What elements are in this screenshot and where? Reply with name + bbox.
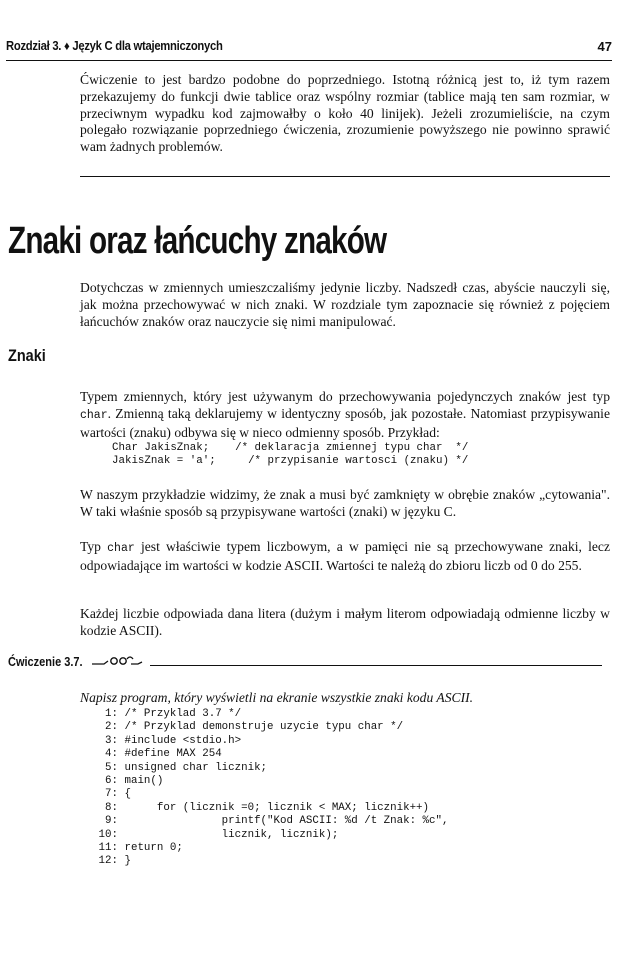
- chapter-title: Rozdział 3. ♦ Język C dla wtajemniczonych: [6, 39, 223, 53]
- line-number: 1:: [105, 708, 118, 720]
- inline-code: char: [107, 542, 135, 555]
- line-number: 7:: [105, 788, 118, 801]
- exercise-label: Ćwiczenie 3.7.: [8, 655, 83, 669]
- text: . Zmienną taką deklarujemy w identyczny sposób, jak pozostałe. Natomiast przypisywanie wartości (znaku) odbywa się w nieco odmienny sposób. Przykład:: [80, 405, 610, 440]
- code-line: [88, 775, 448, 788]
- paragraph-ascii: [80, 539, 610, 575]
- line-number: 2:: [105, 721, 118, 734]
- page-number: 47: [597, 39, 612, 54]
- text: Typ: [80, 539, 108, 554]
- line-text: {: [124, 788, 131, 801]
- line-number: 12:: [98, 855, 118, 868]
- line-text: #define MAX 254: [124, 748, 222, 761]
- code-line: [88, 842, 448, 855]
- paragraph-quote: W naszym przykładzie widzimy, że znak a musi być zamknięty w obrębie znaków „cytowania". W taki właśnie sposób są przypisywane wartości (znaki) w języku C.: [80, 487, 610, 519]
- divider: [80, 176, 610, 177]
- code-line: [88, 788, 448, 801]
- code-listing: [88, 708, 448, 869]
- code-line: [88, 721, 448, 734]
- exercise-rule: [150, 665, 602, 666]
- text: Typem zmiennych, który jest używanym do przechowywania pojedynczych znaków jest typ: [80, 389, 610, 404]
- line-text: main(): [124, 774, 164, 787]
- section-intro: Dotychczas w zmiennych umieszczaliśmy jedynie liczby. Nadszedł czas, abyście nauczyli się, jak można przechowywać w nich znaki. W rozdziale tym zapoznacie się również z pojęciem łańcuchów znaków oraz nauczycie się nimi manipulować.: [80, 280, 610, 329]
- line-text: #include <stdio.h>: [124, 734, 242, 747]
- line-number: 9:: [105, 815, 118, 828]
- subsection-title: Znaki: [8, 346, 46, 365]
- line-number: 6:: [105, 774, 118, 787]
- code-line: [88, 829, 448, 842]
- line-number: 3:: [105, 734, 118, 747]
- line-text: printf("Kod ASCII: %d /t Znak: %c",: [124, 815, 449, 828]
- exercise-task: Napisz program, który wyświetli na ekranie wszystkie znaki kodu ASCII.: [80, 690, 474, 705]
- line-number: 4:: [105, 748, 118, 761]
- code-line: [88, 708, 448, 721]
- code-line: [88, 762, 448, 775]
- line-text: licznik, licznik);: [124, 828, 339, 841]
- inline-code: char: [80, 408, 108, 422]
- code-line: [88, 815, 448, 828]
- line-text: for (licznik =0; licznik < MAX; licznik++): [124, 801, 430, 814]
- example-code: Char JakisZnak; /* deklaracja zmiennej typu char */ JakisZnak = 'a'; /* przypisanie wartosci (znaku) */: [112, 442, 469, 468]
- line-text: }: [124, 855, 131, 868]
- line-text: return 0;: [124, 841, 183, 854]
- code-line: [88, 855, 448, 868]
- line-text: /* Przyklad 3.7 */: [124, 708, 242, 720]
- exercise-ornament-icon: [90, 652, 150, 668]
- paragraph-char-type: [80, 389, 610, 441]
- running-header: [6, 38, 612, 61]
- line-number: 10:: [98, 828, 118, 841]
- line-text: unsigned char licznik;: [124, 761, 268, 774]
- paragraph-letters: Każdej liczbie odpowiada dana litera (dużym i małym literom odpowiadają odmienne liczby w kodzie ASCII).: [80, 606, 610, 638]
- section-title: Znaki oraz łańcuchy znaków: [8, 220, 387, 262]
- line-number: 11:: [98, 841, 118, 854]
- code-line: [88, 735, 448, 748]
- line-text: /* Przyklad demonstruje uzycie typu char */: [124, 721, 404, 734]
- text: jest właściwie typem liczbowym, a w pamięci nie są przechowywane znaki, lecz odpowiadające im wartości w kodzie ASCII. Wartości te należą do zbioru liczb od 0 do 255.: [80, 539, 610, 573]
- code-line: [88, 748, 448, 761]
- code-line: [88, 802, 448, 815]
- line-number: 8:: [105, 801, 118, 814]
- intro-paragraph: Ćwiczenie to jest bardzo podobne do poprzedniego. Istotną różnicą jest to, iż tym razem przekazujemy do funkcji dwie tablice oraz wspólny rozmiar (tablice mają ten sam rozmiar, w przeciwnym wypadku kod zajmowałby o koło 40 linijek). Jeżeli zrozumieliście, na czym polegało rozwiązanie poprzedniego ćwiczenia, zrozumienie powyższego nie powinno sprawić wam żadnych problemów.: [80, 72, 610, 155]
- line-number: 5:: [105, 761, 118, 774]
